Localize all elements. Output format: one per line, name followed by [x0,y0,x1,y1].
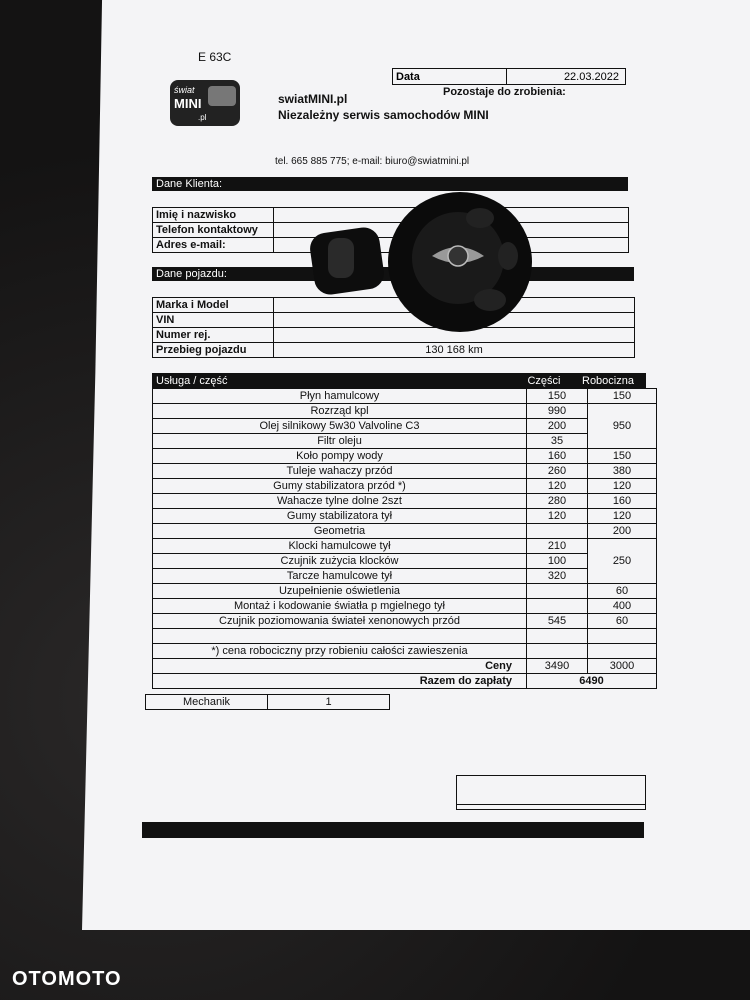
service-parts: 990 [527,404,588,419]
total-label: Razem do zapłaty [153,674,527,689]
date-box [392,68,626,85]
table-row [153,449,657,464]
service-name: Gumy stabilizatora przód *) [153,479,527,494]
contact-line: tel. 665 885 775; e-mail: biuro@swiatmini.pl [275,156,470,167]
mechanic-table [145,694,390,710]
client-phone-label: Telefon kontaktowy [153,223,274,238]
service-parts: 120 [527,509,588,524]
table-row [146,695,390,710]
table-row [153,524,657,539]
service-name: Montaż i kodowanie światła p mgielnego tył [153,599,527,614]
service-name: Klocki hamulcowe tył [153,539,527,554]
table-row [153,584,657,599]
form-code: E 63C [198,50,232,64]
service-parts: 120 [527,479,588,494]
swiatmini-logo [168,78,242,128]
table-row [153,614,657,629]
prices-labor: 3000 [588,659,657,674]
service-name: Czujnik zużycia klocków [153,554,527,569]
vehicle-section-title: Dane pojazdu: [156,268,227,280]
table-row [153,479,657,494]
service-labor: 200 [588,524,657,539]
table-row [153,539,657,554]
table-row [153,343,635,358]
service-name: Tarcze hamulcowe tył [153,569,527,584]
services-header-labor: Robocizna [582,374,634,387]
otomoto-watermark: OTOMOTO [12,968,122,990]
service-name [153,629,527,644]
date-value: 22.03.2022 [563,70,619,83]
client-section-bar [152,177,628,191]
service-name: Płyn hamulcowy [153,389,527,404]
service-parts: 545 [527,614,588,629]
prices-row [153,659,657,674]
brand-name: swiatMINI.pl [278,92,348,106]
service-labor: 400 [588,599,657,614]
table-row [153,569,657,584]
services-table [152,388,657,689]
vehicle-mileage-value: 130 168 km [274,343,635,358]
client-section-title: Dane Klienta: [156,178,223,190]
service-labor: 60 [588,614,657,629]
service-labor [588,644,657,659]
service-labor: 150 [588,449,657,464]
table-row [153,554,657,569]
service-parts: 210 [527,539,588,554]
mechanic-value: 1 [268,695,390,710]
date-label: Data [393,69,507,84]
service-labor: 120 [588,479,657,494]
table-row [153,464,657,479]
service-name: Wahacze tylne dolne 2szt [153,494,527,509]
table-row [153,419,657,434]
service-parts: 35 [527,434,588,449]
mechanic-label: Mechanik [146,695,268,710]
service-parts [527,584,588,599]
service-parts [527,524,588,539]
vehicle-mileage-label: Przebieg pojazdu [153,343,274,358]
service-name: Gumy stabilizatora tył [153,509,527,524]
total-value: 6490 [527,674,657,689]
service-labor: 160 [588,494,657,509]
table-row [153,389,657,404]
vehicle-plate-label: Numer rej. [153,328,274,343]
service-labor: 380 [588,464,657,479]
service-labor [588,629,657,644]
table-row [153,434,657,449]
svg-text:.pl: .pl [198,113,207,122]
vehicle-vin-label: VIN [153,313,274,328]
table-row [153,494,657,509]
prices-label: Ceny [153,659,527,674]
service-note: *) cena robociczny przy robieniu całości zawieszenia [153,644,527,659]
table-row [153,509,657,524]
service-name: Geometria [153,524,527,539]
services-header-bar [152,373,646,388]
car-key-remote [300,190,540,340]
prices-parts: 3490 [527,659,588,674]
service-name: Czujnik poziomowania świateł xenonowych przód [153,614,527,629]
services-header-service: Usługa / część [156,374,228,387]
service-parts: 320 [527,569,588,584]
service-name: Koło pompy wody [153,449,527,464]
table-row [153,599,657,614]
svg-text:świat: świat [174,85,195,95]
service-parts [527,644,588,659]
client-name-label: Imię i nazwisko [153,208,274,223]
service-name: Rozrząd kpl [153,404,527,419]
service-labor: 150 [588,389,657,404]
service-parts: 160 [527,449,588,464]
footer-bar [142,822,644,838]
total-row [153,674,657,689]
service-parts: 100 [527,554,588,569]
services-header-parts: Części [527,374,561,387]
svg-text:MINI: MINI [174,96,202,111]
client-email-label: Adres e-mail: [153,238,274,253]
service-labor: 60 [588,584,657,599]
service-name: Tuleje wahaczy przód [153,464,527,479]
service-parts: 150 [527,389,588,404]
service-parts: 260 [527,464,588,479]
service-labor: 250 [588,539,657,584]
todo-label: Pozostaje do zrobienia: [443,86,566,98]
table-row [153,404,657,419]
table-row [153,629,657,644]
service-parts [527,599,588,614]
service-parts [527,629,588,644]
service-name: Uzupełnienie oświetlenia [153,584,527,599]
service-parts: 200 [527,419,588,434]
service-labor: 120 [588,509,657,524]
service-labor: 950 [588,404,657,449]
signature-box [456,775,646,810]
service-name: Olej silnikowy 5w30 Valvoline C3 [153,419,527,434]
brand-tagline: Niezależny serwis samochodów MINI [278,108,489,122]
service-name: Filtr oleju [153,434,527,449]
vehicle-model-label: Marka i Model [153,298,274,313]
table-row [153,644,657,659]
service-parts: 280 [527,494,588,509]
